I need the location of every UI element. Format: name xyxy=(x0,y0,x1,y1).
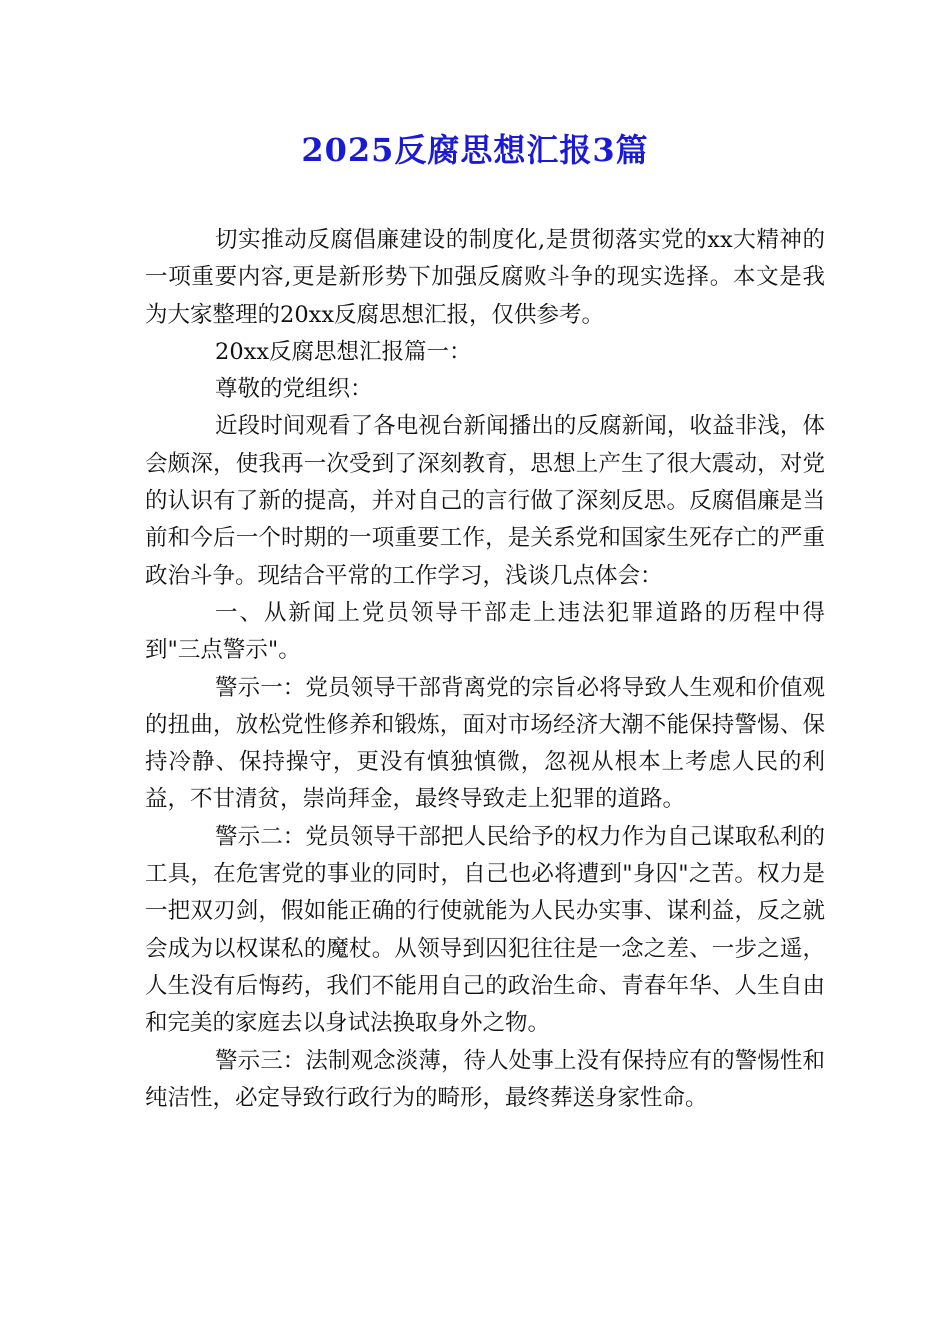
document-title: 2025反腐思想汇报3篇 xyxy=(301,131,649,169)
document-body xyxy=(145,222,825,1117)
intro-paragraph: 切实推动反腐倡廉建设的制度化,是贯彻落实党的xx大精神的一项重要内容,更是新形势下加强反腐败斗争的现实选择。本文是我为大家整理的20xx反腐思想汇报，仅供参考。 xyxy=(145,227,825,328)
body-paragraph: 近段时间观看了各电视台新闻播出的反腐新闻，收益非浅，体会颇深，使我再一次受到了深刻教育，思想上产生了很大震动，对党的认识有了新的提高，并对自己的言行做了深刻反思。反腐倡廉是当前和今后一个时期的一项重要工作，是关系党和国家生死存亡的严重政治斗争。现结合平常的工作学习，浅谈几点体会： xyxy=(145,413,825,589)
warning-paragraph-3: 警示三：法制观念淡薄，待人处事上没有保持应有的警惕性和纯洁性，必定导致行政行为的畸形，最终葬送身家性命。 xyxy=(145,1047,825,1111)
point-heading: 一、从新闻上党员领导干部走上违法犯罪道路的历程中得到"三点警示"。 xyxy=(145,599,825,664)
warning-paragraph-2: 警示二：党员领导干部把人民给予的权力作为自己谋取私利的工具，在危害党的事业的同时，自己也必将遭到"身囚"之苦。权力是一把双刃剑，假如能正确的行使就能为人民办实事、谋利益，反之就会成为以权谋私的魔杖。从领导到囚犯往往是一念之差、一步之遥，人生没有后悔药，我们不能用自己的政治生命、青春年华、人生自由和完美的家庭去以身试法换取身外之物。 xyxy=(145,823,825,1037)
section-heading: 20xx反腐思想汇报篇一： xyxy=(215,338,472,365)
salutation: 尊敬的党组织： xyxy=(215,376,373,403)
warning-paragraph-1: 警示一：党员领导干部背离党的宗旨必将导致人生观和价值观的扭曲，放松党性修养和锻炼，面对市场经济大潮不能保持警惕、保持冷静、保持操守，更没有慎独慎微，忽视从根本上考虑人民的利益，不甘清贫，崇尚拜金，最终导致走上犯罪的道路。 xyxy=(145,674,825,813)
